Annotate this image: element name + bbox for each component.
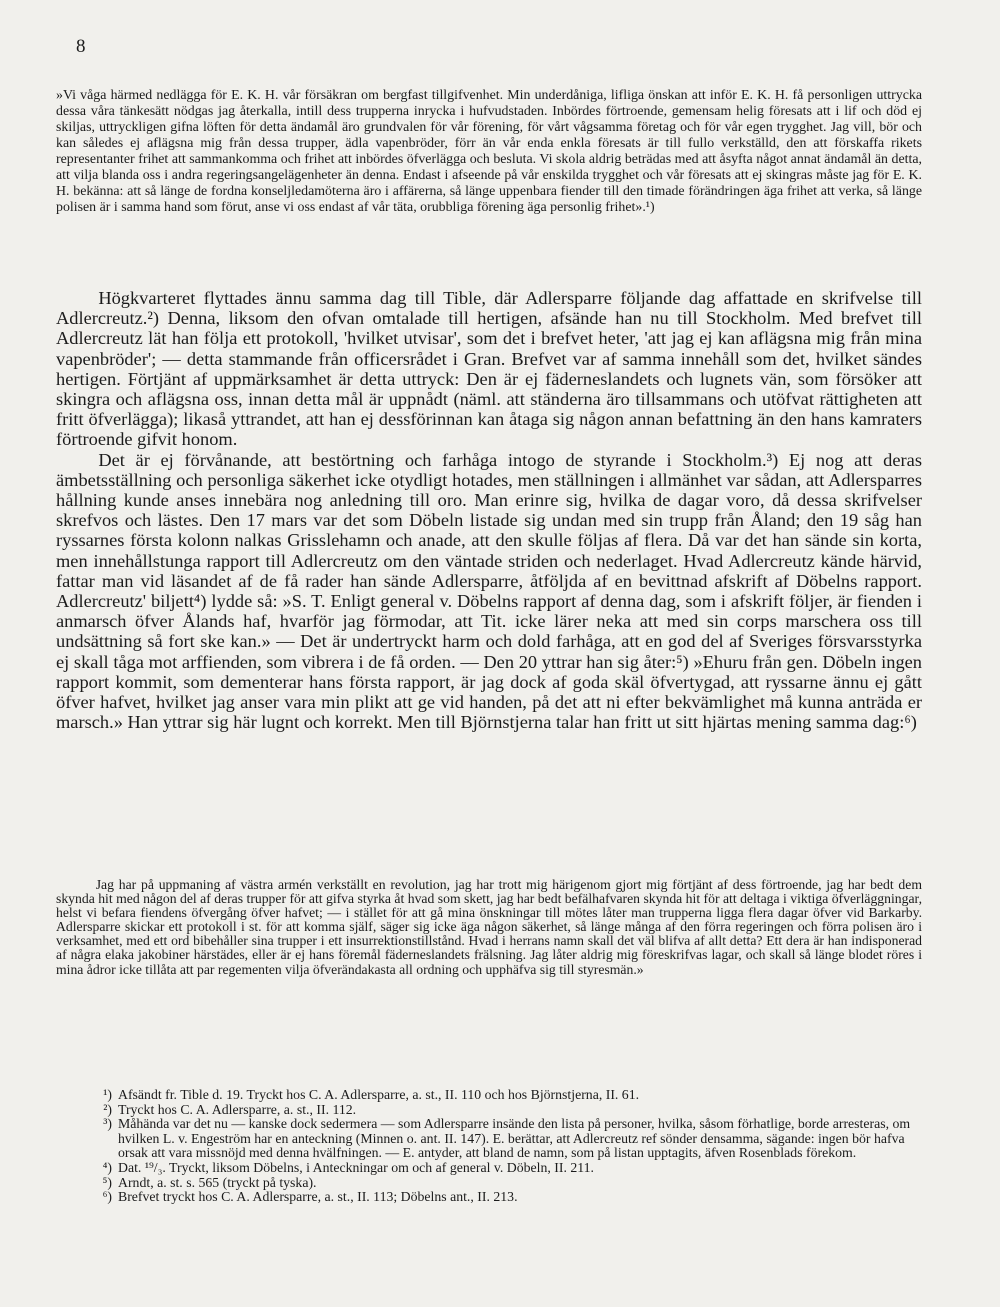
footnote-mark: ²): [103, 1101, 112, 1117]
footnote-3: [56, 1117, 922, 1161]
footnote-5: [56, 1176, 922, 1191]
footnote-mark: ⁴): [102, 1159, 112, 1175]
footnote-mark: ⁶): [102, 1189, 112, 1205]
footnote-text: Afsändt fr. Tible d. 19. Tryckt hos C. A. Adlersparre, a. st., II. 110 och hos Björnstjerna, II. 61.: [118, 1087, 640, 1102]
body-text: [56, 288, 922, 732]
footnote-mark: ⁵): [102, 1174, 112, 1190]
footnote-6: [56, 1190, 922, 1205]
quoted-letter-block: [56, 88, 922, 216]
quoted-letter-paragraph: »Vi våga härmed nedlägga för E. K. H. vår försäkran om bergfast tillgifvenhet. Min underdåniga, lifliga önskan att inför E. K. H. få personligen uttrycka dessa våra tänkesätt nödgas jag återkalla, intill dess trupperna inrycka i hufvudstaden. Inbördes förtroende, gemensam helig föresats att i lif och död ej skiljas, uttryckligen gifna löften för detta ändamål äro grundvalen för vår förening, för vårt vågsamma företag och för vår egen trygghet. Jag vill, bör och kan således ej aflägsna mig från dessa trupper, ädla vapenbröder, förr än vår enda enkla föresats är till fullo verkställd, den att förskaffa rikets representanter frihet att sammankomma och frihet att inbördes öfverlägga och besluta. Vi skola aldrig beträdas med att åsyfta något annat ändamål än detta, att vilja blanda oss i andra regeringsangelägenheter än denna. Endast i afseende på vår enskilda trygghet och vår föresats att ej skingras måste jag för E. K. H. bekänna: att så länge de fordna konseljledamöterna äro i affärerna, så länge uppenbara fiender till den timade förändringen äga frihet att verka, så länge polisen är i samma hand som förut, anse vi oss endast af vår täta, orubbliga förening äga personlig frihet».¹): [56, 88, 922, 215]
footnote-text: Brefvet tryckt hos C. A. Adlersparre, a. st., II. 113; Döbelns ant., II. 213.: [118, 1189, 518, 1205]
body-paragraph-2: Det är ej förvånande, att bestörtning och farhåga intogo de styrande i Stockholm.³) Ej nog att deras ämbetsställning och personliga säkerhet icke otydligt hotades, men ställningen i allmänhet var sådan, att Adlersparres hållning kunde anses innebära nog anledning till oro. Man erinre sig, hvilka de dagar voro, då dessa skrifvelser skrefvos och lästes. Den 17 mars var det som Döbeln listade sig undan med sin trupp från Åland; den 19 såg han ryssarnes första kolonn nalkas Grisslehamn och anade, att den skulle följas af flera. Då var det han sände sin korta, men innehållstunga rapport till Adlercreutz om den väntade striden och nederlaget. Hvad Adlercreutz kände härvid, fattar man vid läsandet af de få rader han sände Adlersparre, åtföljda af en bevittnad afskrift af Döbelns rapport. Adlercreutz' biljett⁴) lydde så: »S. T. Enligt general v. Döbelns rapport af denna dag, som i afskrift följer, är fienden i anmarsch öfver Ålands haf, hvarför jag förmodar, att Tit. icke lärer neka att med sin corps marschera oss till undsättning så fort ske kan.» — Det är undertryckt harm och dold farhåga, att en god del af Sveriges försvarsstyrka ej skall tåga mot arffienden, som vibrera i de få orden. — Den 20 yttrar han sig åter:⁵) »Ehuru från gen. Döbeln ingen rapport kommit, som dementerar hans första rapport, är jag dock af goda skäl öfvertygad, att ryssarne ännu ej gått öfver hafvet, hvilket jag anser vara min plikt att ge vid handen, på det att ni efter bekvämlighet må kunna anträda er marsch.» Han yttrar sig här lugnt och korrekt. Men till Björnstjerna talar han fritt ut sitt hjärtas mening samma dag:⁶): [56, 449, 922, 733]
footnote-1: [56, 1088, 922, 1103]
footnote-2: [56, 1103, 922, 1118]
footnotes: [56, 1088, 922, 1205]
footnote-text: Arndt, a. st. s. 565 (tryckt på tyska).: [118, 1174, 317, 1190]
footnote-text: Tryckt hos C. A. Adlersparre, a. st., II. 112.: [118, 1101, 357, 1117]
footnote-4: [56, 1161, 922, 1176]
footnote-text: Dat. ¹⁹/₃. Tryckt, liksom Döbelns, i Anteckningar om och af general v. Döbeln, II. 211.: [118, 1159, 594, 1175]
footnote-mark: ¹): [103, 1087, 112, 1102]
footnote-text: Måhända var det nu — kanske dock sedermera — som Adlersparre insände den lista på personer, hvilka, såsom förhatlige, borde arresteras, om hvilken L. v. Engeström har en anteckning (Minnen o. ant. II. 147). E. berättar, att Adlercreutz ref sönder densamma, sägande: ingen bör hafva orsak att vara missnöjd med denna hvälfningen. — E. antyder, att bland de namn, som på listan upptagits, äfven Rosenblads förekom.: [118, 1116, 911, 1161]
letter-quotation-block: [56, 878, 922, 977]
footnote-mark: ³): [103, 1116, 112, 1132]
body-paragraph-1: Högkvarteret flyttades ännu samma dag till Tible, där Adlersparre följande dag affattade en skrifvelse till Adlercreutz.²) Denna, liksom den ofvan omtalade till hertigen, afsände han nu till Stockholm. Med brefvet till Adlercreutz lät han följa ett protokoll, 'hvilket utvisar', som det i brefvet heter, 'att jag ej kan aflägsna mig från mina vapenbröder'; — detta stammande från officersrådet i Gran. Brefvet var af samma innehåll som det, hvilket sändes hertigen. Förtjänt af uppmärksamhet är detta uttryck: Den är ej fäderneslandets och lugnets vän, som försöker att skingra och aflägsna oss, innan detta mål är uppnådt (näml. att ständerna äro tillsammans och utöfvat rättigheten att fritt öfverlägga); likaså yttrandet, att han ej dessförinnan kan åtaga sig någon annan befattning än den hans kamraters förtroende gifvit honom.: [56, 288, 922, 450]
letter-quotation-paragraph: Jag har på uppmaning af västra armén verkställt en revolution, jag har trott mig härigenom gjort mig förtjänt af dess förtroende, jag har bedt dem skynda hit med någon del af deras trupper för att gifva styrka åt hvad som skett, jag har bedt befälhafvaren skynda hit för att deltaga i viktiga öfverläggningar, helst vi befara fiendens öfvergång öfver hafvet; — i stället för att gå mina önskningar till mötes låter man trupperna ligga flera dagar öfver vid Barkarby. Adlersparre skickar ett protokoll i st. för att komma själf, säger sig icke äga någon säkerhet, så länge många af den förra regeringen och förra polisen äro i verksamhet, med ett ord bibehåller sina trupper i ett insurrektionstillstånd. Hvad i herrans namn skall det väl blifva af allt detta? Ett dera är han indisponerad af några elaka jakobiner härstädes, eller är ej hans föremål fäderneslandets frälsning. Jag låter aldrig mig föreskrifvas lagar, och skall så länge blodet röres i mina ådror icke tillåta att par regementen vilja öfverändakasta all ordning och upphäfva sig till styresmän.»: [56, 877, 922, 977]
page-number: 8: [76, 36, 86, 57]
